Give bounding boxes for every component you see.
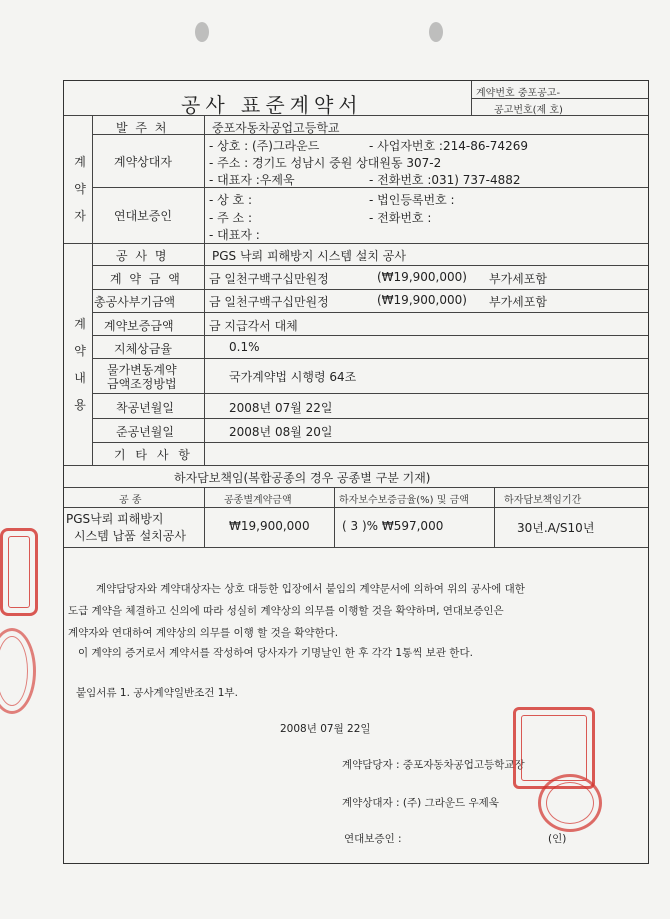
defect-rate: ( 3 )% ₩597,000 bbox=[342, 519, 444, 533]
contractor-business-no: - 사업자번호 :214-86-74269 bbox=[369, 139, 528, 153]
row-project-label: 공 사 명 bbox=[116, 249, 169, 263]
contractor-label: 계약상대자 bbox=[114, 155, 172, 169]
defect-header-amount: 공종별계약금액 bbox=[224, 495, 292, 506]
punch-hole-left bbox=[195, 22, 209, 42]
body-paragraph-1: 계약담당자와 계약대상자는 상호 대등한 입장에서 붙임의 계약문서에 의하여 위의 공사에 대한 bbox=[96, 583, 525, 595]
guarantor-address: - 주 소 : bbox=[209, 211, 253, 225]
defect-header-period: 하자담보책임기간 bbox=[504, 495, 582, 506]
guarantor-phone: - 전화번호 : bbox=[369, 211, 432, 225]
bid-number-label: 공고번호(제 호) bbox=[494, 105, 563, 116]
row-other-label: 기 타 사 항 bbox=[114, 448, 193, 462]
margin-seal-top bbox=[0, 528, 38, 616]
section-party-label: 계약자 bbox=[74, 155, 86, 223]
body-paragraph-2: 도급 계약을 체결하고 신의에 따라 성실히 계약상의 의무를 이행할 것을 확약하며, 연대보증인은 bbox=[68, 605, 504, 617]
row-price-adjust-label-2: 금액조정방법 bbox=[107, 377, 177, 391]
row-total-amount-number: (₩19,900,000) bbox=[377, 293, 467, 307]
row-price-adjust-label-1: 물가변동계약 bbox=[107, 363, 177, 377]
row-total-amount-label: 총공사부기금액 bbox=[94, 295, 176, 309]
row-end-date-label: 준공년월일 bbox=[116, 425, 174, 439]
defect-header-rate: 하자보수보증금율(%) 및 금액 bbox=[339, 495, 469, 506]
guarantor-company: - 상 호 : bbox=[209, 193, 253, 207]
body-paragraph-3: 계약자와 연대하여 계약상의 의무를 이행 할 것을 확약한다. bbox=[68, 627, 339, 639]
company-seal bbox=[538, 774, 602, 832]
row-project-value: PGS 낙뢰 피해방지 시스템 설치 공사 bbox=[212, 249, 406, 263]
row-deposit-label: 계약보증금액 bbox=[104, 319, 174, 333]
row-total-amount-vat: 부가세포함 bbox=[489, 295, 547, 309]
row-start-date-value: 2008년 07월 22일 bbox=[229, 401, 333, 415]
defect-title: 하자담보책임(복합공종의 경우 공종별 구분 기재) bbox=[174, 471, 431, 485]
punch-hole-right bbox=[429, 22, 443, 42]
defect-work-line-1: PGS낙뢰 피해방지 bbox=[66, 512, 164, 526]
guarantor-ceo: - 대표자 : bbox=[209, 228, 260, 242]
row-end-date-value: 2008년 08월 20일 bbox=[229, 425, 333, 439]
signer-contractor: 계약상대자 : (주) 그라운드 우제욱 bbox=[342, 797, 499, 809]
contractor-ceo: - 대표자 :우제욱 bbox=[209, 173, 295, 187]
guarantor-corp-no: - 법인등록번호 : bbox=[369, 193, 455, 207]
orderer-value: 중포자동차공업고등학교 bbox=[212, 121, 340, 135]
signer-guarantor-seal: (인) bbox=[548, 833, 567, 845]
contractor-phone: - 전화번호 :031) 737-4882 bbox=[369, 173, 521, 187]
contractor-address: - 주소 : 경기도 성남시 중원 상대원동 307-2 bbox=[209, 156, 442, 170]
signer-guarantor: 연대보증인 : bbox=[344, 833, 402, 845]
row-contract-amount-number: (₩19,900,000) bbox=[377, 270, 467, 284]
row-price-adjust-value: 국가계약법 시행령 64조 bbox=[229, 370, 357, 384]
contract-date: 2008년 07월 22일 bbox=[280, 723, 371, 735]
signer-agency: 계약담당자 : 중포자동차공업고등학교장 bbox=[342, 759, 525, 771]
contract-number-label: 계약번호 중포공고- bbox=[476, 88, 561, 99]
row-total-amount-value: 금 일천구백구십만원정 bbox=[209, 295, 329, 309]
section-contents-label: 계약내용 bbox=[74, 317, 86, 412]
document-title: 공사 표준계약서 bbox=[181, 93, 363, 117]
row-deposit-value: 금 지급각서 대체 bbox=[209, 319, 298, 333]
body-paragraph-4: 이 계약의 증거로서 계약서를 작성하여 당사자가 기명날인 한 후 각각 1통씩 보관 한다. bbox=[78, 647, 473, 659]
defect-amount: ₩19,900,000 bbox=[229, 519, 310, 533]
defect-period: 30년.A/S10년 bbox=[517, 521, 595, 535]
defect-work-line-2: 시스템 납품 설치공사 bbox=[74, 529, 186, 543]
row-penalty-label: 지체상금율 bbox=[114, 342, 172, 356]
defect-header-work: 공 종 bbox=[119, 495, 142, 506]
row-contract-amount-value: 금 일천구백구십만원정 bbox=[209, 272, 329, 286]
orderer-label: 발 주 처 bbox=[116, 121, 169, 135]
row-contract-amount-vat: 부가세포함 bbox=[489, 272, 547, 286]
attachments: 붙임서류 1. 공사계약일반조건 1부. bbox=[76, 687, 238, 699]
row-contract-amount-label: 계 약 금 액 bbox=[110, 272, 182, 286]
contractor-company: - 상호 : (주)그라운드 bbox=[209, 139, 320, 153]
margin-seal-bottom bbox=[0, 628, 36, 714]
row-start-date-label: 착공년월일 bbox=[116, 401, 174, 415]
row-penalty-value: 0.1% bbox=[229, 340, 260, 354]
guarantor-label: 연대보증인 bbox=[114, 209, 172, 223]
